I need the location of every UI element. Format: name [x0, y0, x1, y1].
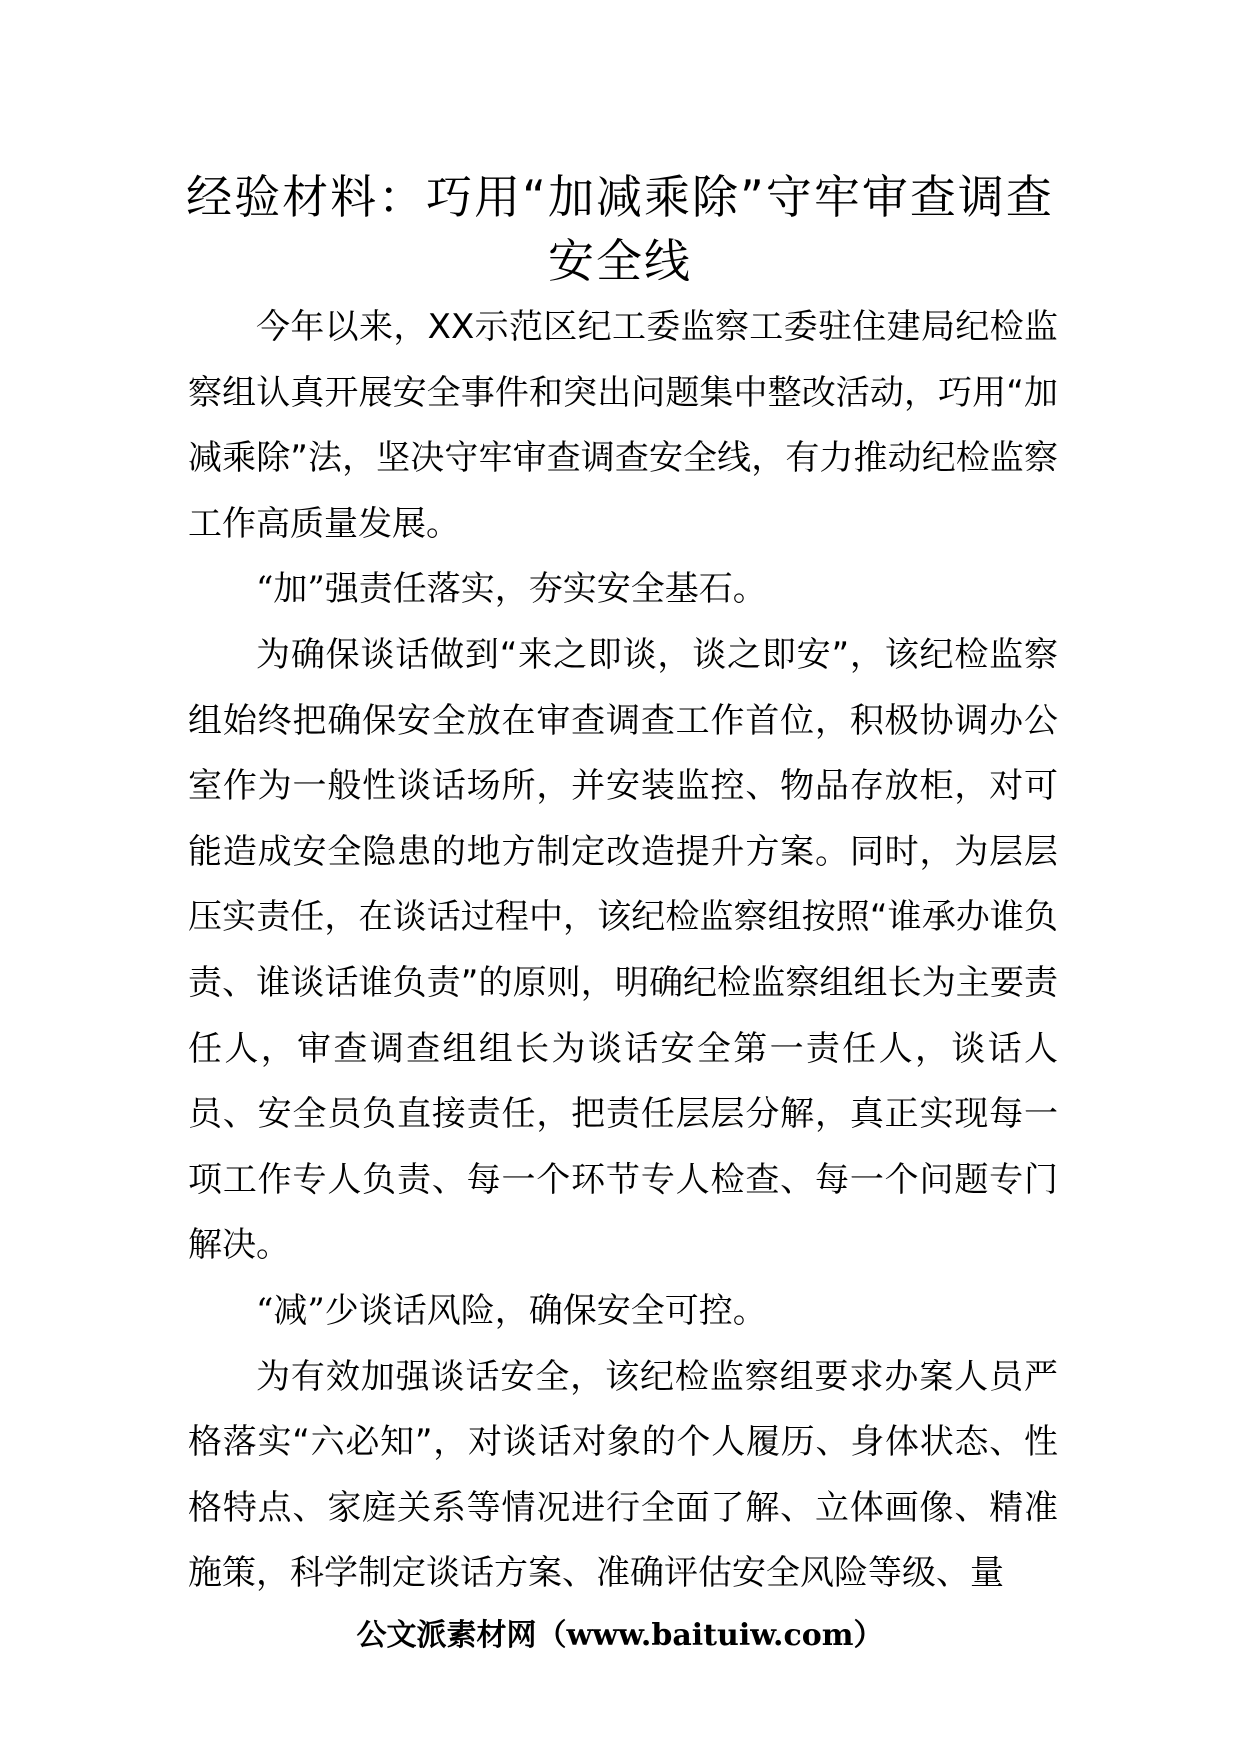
paragraph-add: 为确保谈话做到“来之即谈，谈之即安”，该纪检监察组始终把确保安全放在审查调查工作首位，积极协调办公室作为一般性谈话场所，并安装监控、物品存放柜，对可能造成安全隐患的地方制定改造提升方案。同时，为层层压实责任，在谈话过程中，该纪检监察组按照“谁承办谁负责、谁谈话谁负责”的原则，明确纪检监察组组长为主要责任人，审查调查组组长为谈话安全第一责任人，谈话人员、安全员负直接责任，把责任层层分解，真正实现每一项工作专人负责、每一个环节专人检查、每一个问题专门解决。	[188, 634, 1058, 1266]
paragraph-subtract: 为有效加强谈话安全，该纪检监察组要求办案人员严格落实“六必知”，对谈话对象的个人履历、身体状态、性格特点、家庭关系等情况进行全面了解、立体画像、精准施策，科学制定谈话方案、准确评估安全风险等级、量	[188, 1356, 1058, 1594]
paragraph-intro: 今年以来，XX示范区纪工委监察工委驻住建局纪检监察组认真开展安全事件和突出问题集中整改活动，巧用“加减乘除”法，坚决守牢审查调查安全线，有力推动纪检监察工作高质量发展。	[188, 307, 1058, 544]
document-body	[188, 295, 1058, 1607]
document-title: 经验材料：巧用“加减乘除”守牢审查调查安全线	[186, 170, 1054, 288]
section-heading-add: “加”强责任落实，夯实安全基石。	[256, 569, 767, 610]
footer-watermark: 公文派素材网（www.baituiw.com）	[356, 1618, 884, 1653]
section-heading-subtract: “减”少谈话风险，确保安全可控。	[256, 1290, 767, 1331]
